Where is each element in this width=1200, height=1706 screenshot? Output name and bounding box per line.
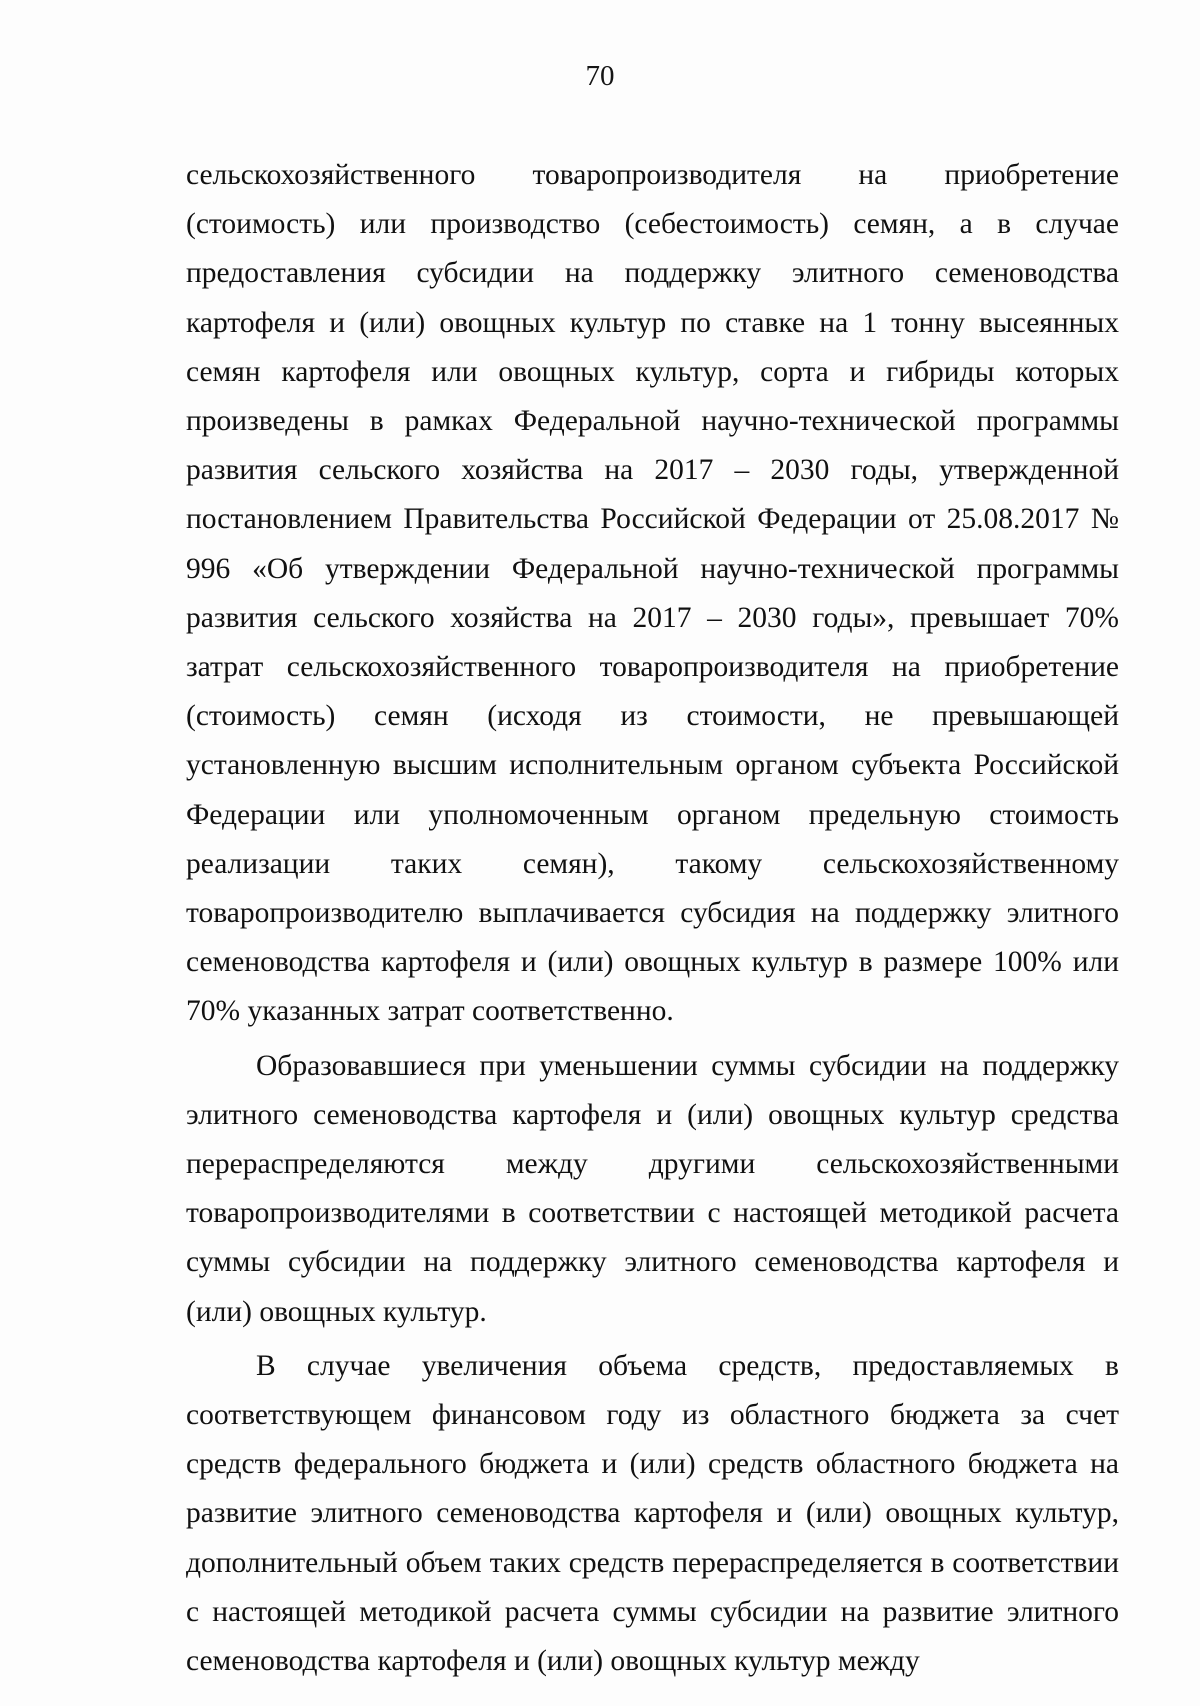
- paragraph-increase-funds: В случае увеличения объема средств, предоставляемых в соответствующем финансовом году из областного бюджета за счет средств федерального бюджета и (или) средств областного бюджета на развитие элитного семеноводства картофеля и (или) овощных культур, дополнительный объем таких средств перераспределяется в соответствии с настоящей методикой расчета суммы субсидии на развитие элитного семеноводства картофеля и (или) овощных культур между: [186, 1349, 1119, 1678]
- paragraph-redistribution: Образовавшиеся при уменьшении суммы субсидии на поддержку элитного семеноводства картофеля и (или) овощных культур средства перераспределяются между другими сельскохозяйственными товаропроизводителями в соответствии с настоящей методикой расчета суммы субсидии на поддержку элитного семеноводства картофеля и (или) овощных культур.: [186, 1049, 1119, 1328]
- page-number: 70: [585, 60, 615, 92]
- document-body: [186, 151, 1119, 1691]
- paragraph-continuation: сельскохозяйственного товаропроизводителя на приобретение (стоимость) или производство (себестоимость) семян, а в случае предоставления субсидии на поддержку элитного семеноводства картофеля и (или) овощных культур по ставке на 1 тонну высеянных семян картофеля или овощных культур, сорта и гибриды которых произведены в рамках Федеральной научно-технической программы развития сельского хозяйства на 2017 – 2030 годы, утвержденной постановлением Правительства Российской Федерации от 25.08.2017 № 996 «Об утверждении Федеральной научно-технической программы развития сельского хозяйства на 2017 – 2030 годы», превышает 70% затрат сельскохозяйственного товаропроизводителя на приобретение (стоимость) семян (исходя из стоимости, не превышающей установленную высшим исполнительным органом субъекта Российской Федерации или уполномоченным органом предельную стоимость реализации таких семян), такому сельскохозяйственному товаропроизводителю выплачивается субсидия на поддержку элитного семеноводства картофеля и (или) овощных культур в размере 100% или 70% указанных затрат соответственно.: [186, 159, 1119, 1028]
